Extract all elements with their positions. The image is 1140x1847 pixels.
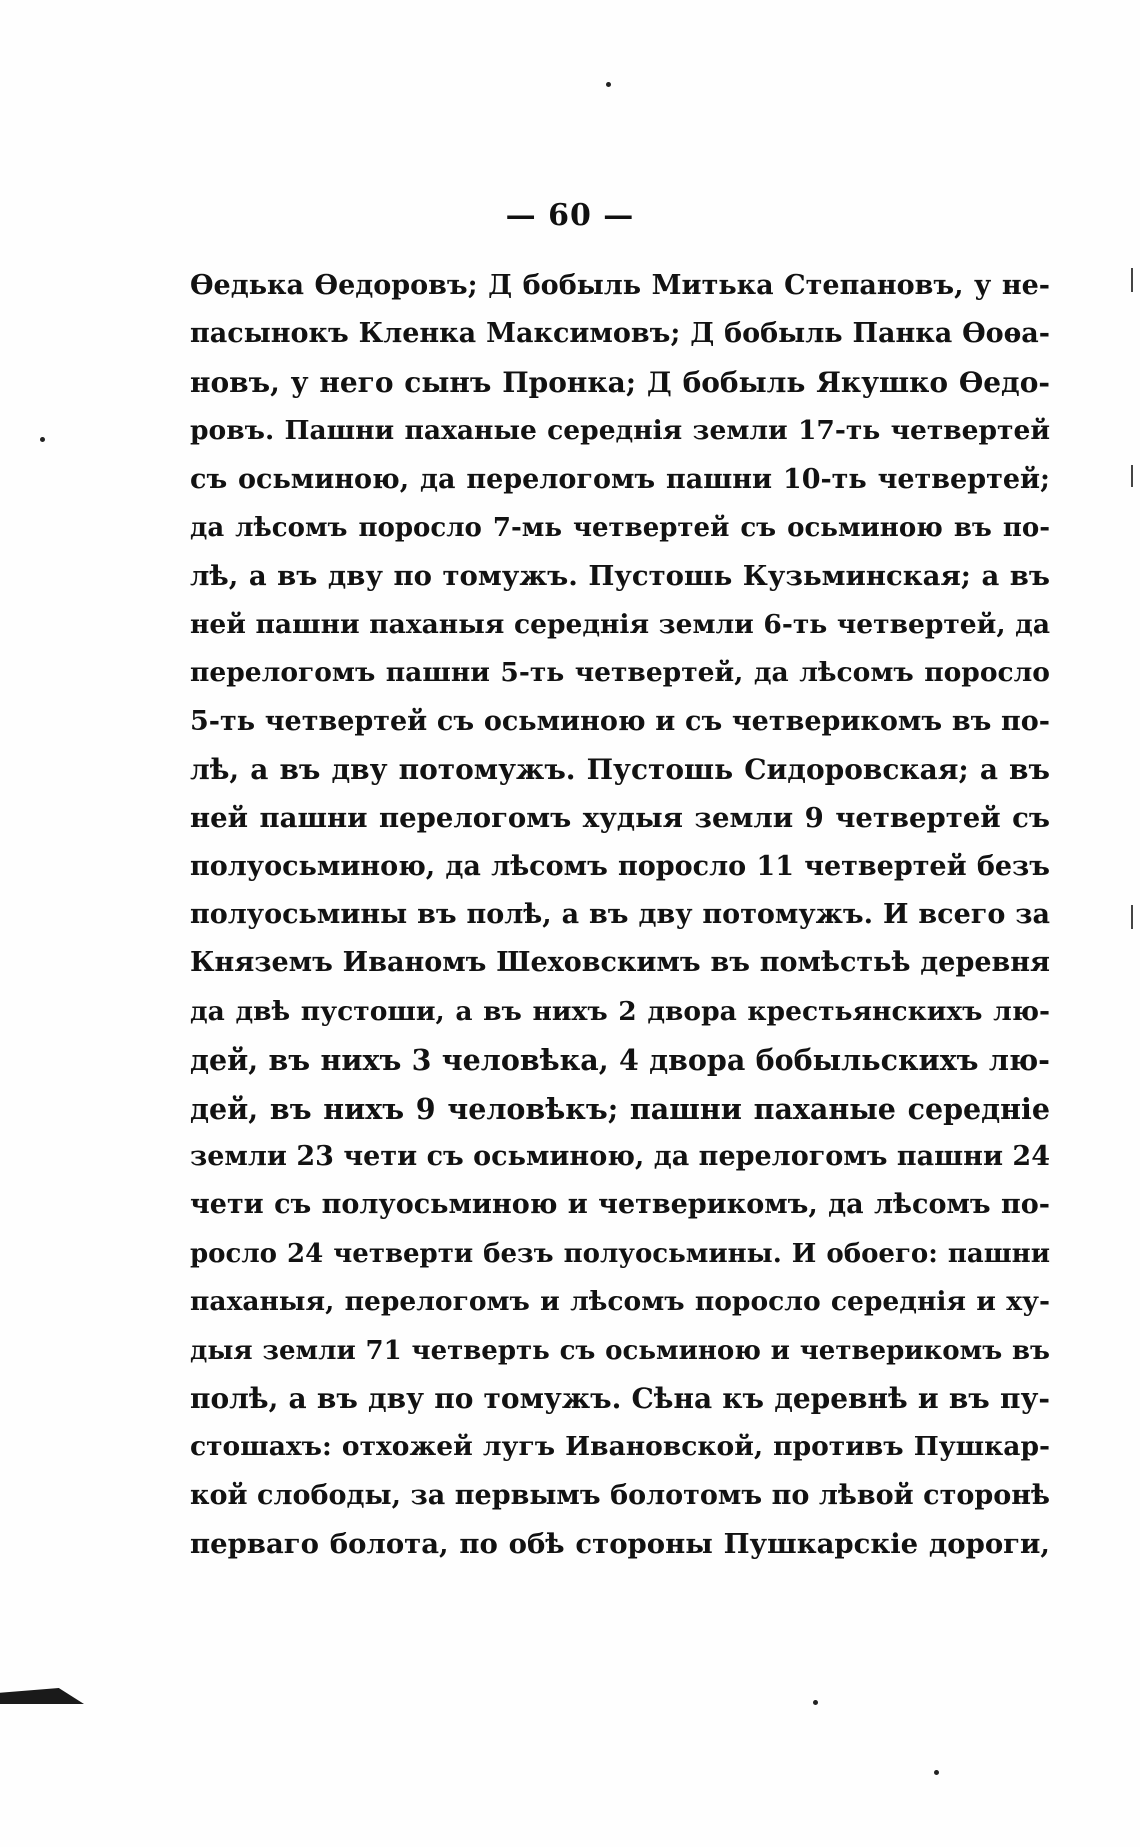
text-line: 5-ть четвертей съ осьминою и съ четверикомъ въ по- (190, 705, 1050, 737)
scan-speck (813, 1700, 818, 1705)
scan-smudge (0, 1688, 84, 1704)
text-line: ней пашни паханыя середнія земли 6-ть четвертей, да (190, 608, 1050, 640)
scan-edge-line (1131, 905, 1133, 929)
text-line: лѣ, а въ дву по томужъ. Пустошь Кузьминская; а въ (190, 560, 1050, 593)
page-number: — 60 — (505, 198, 635, 233)
text-line: кой слободы, за первымъ болотомъ по лѣвой сторонѣ (190, 1479, 1050, 1511)
scan-speck (934, 1770, 939, 1775)
scan-edge-line (1131, 465, 1133, 487)
text-line: да двѣ пустоши, а въ нихъ 2 двора крестьянскихъ лю- (190, 995, 1050, 1027)
text-line: лѣ, а въ дву потомужъ. Пустошь Сидоровская; а въ (190, 752, 1050, 786)
text-line: дей, въ нихъ 3 человѣка, 4 двора бобыльскихъ лю- (190, 1043, 1050, 1078)
text-line: перелогомъ пашни 5-ть четвертей, да лѣсомъ поросло (190, 657, 1050, 689)
scan-edge-line (1131, 268, 1133, 292)
text-line: полѣ, а въ дву по томужъ. Сѣна къ деревнѣ и въ пу- (190, 1381, 1050, 1415)
text-line: росло 24 четверти безъ полуосьмины. И обоего: пашни (190, 1238, 1050, 1269)
text-line: перваго болота, по обѣ стороны Пушкарскіе дороги, (190, 1528, 1050, 1561)
text-line: Ѳедька Ѳедоровъ; Д бобыль Митька Степановъ, у не- (190, 270, 1050, 301)
text-line: полуосьминою, да лѣсомъ поросло 11 четвертей безъ (190, 850, 1050, 882)
text-line: новъ, у него сынъ Пронка; Д бобыль Якушко Ѳедо- (190, 365, 1050, 399)
text-line: дей, въ нихъ 9 человѣкъ; пашни паханые середніе (190, 1091, 1050, 1126)
body-text (190, 262, 1050, 1569)
scan-speck (606, 82, 611, 87)
text-line: Княземъ Иваномъ Шеховскимъ въ помѣстьѣ деревня (190, 947, 1050, 979)
scan-speck (40, 437, 45, 442)
text-line: дыя земли 71 четверть съ осьминою и четверикомъ въ (190, 1335, 1050, 1366)
text-line: паханыя, перелогомъ и лѣсомъ поросло середнія и ху- (190, 1286, 1050, 1318)
text-line: ней пашни перелогомъ худыя земли 9 четвертей съ (190, 802, 1050, 835)
text-line: съ осьминою, да перелогомъ пашни 10-ть четвертей; (190, 463, 1050, 495)
text-line: полуосьмины въ полѣ, а въ дву потомужъ. И всего за (190, 899, 1050, 931)
text-line: стошахъ: отхожей лугъ Ивановской, противъ Пушкар- (190, 1431, 1050, 1463)
text-line: земли 23 чети съ осьминою, да перелогомъ пашни 24 (190, 1141, 1050, 1173)
text-line: да лѣсомъ поросло 7-мь четвертей съ осьминою въ по- (190, 512, 1050, 543)
text-line: пасынокъ Кленка Максимовъ; Д бобыль Панка Ѳоѳа- (190, 318, 1050, 350)
text-line: чети съ полуосьминою и четверикомъ, да лѣсомъ по- (190, 1189, 1050, 1221)
text-line: ровъ. Пашни паханые середнія земли 17-ть четвертей (190, 415, 1050, 447)
